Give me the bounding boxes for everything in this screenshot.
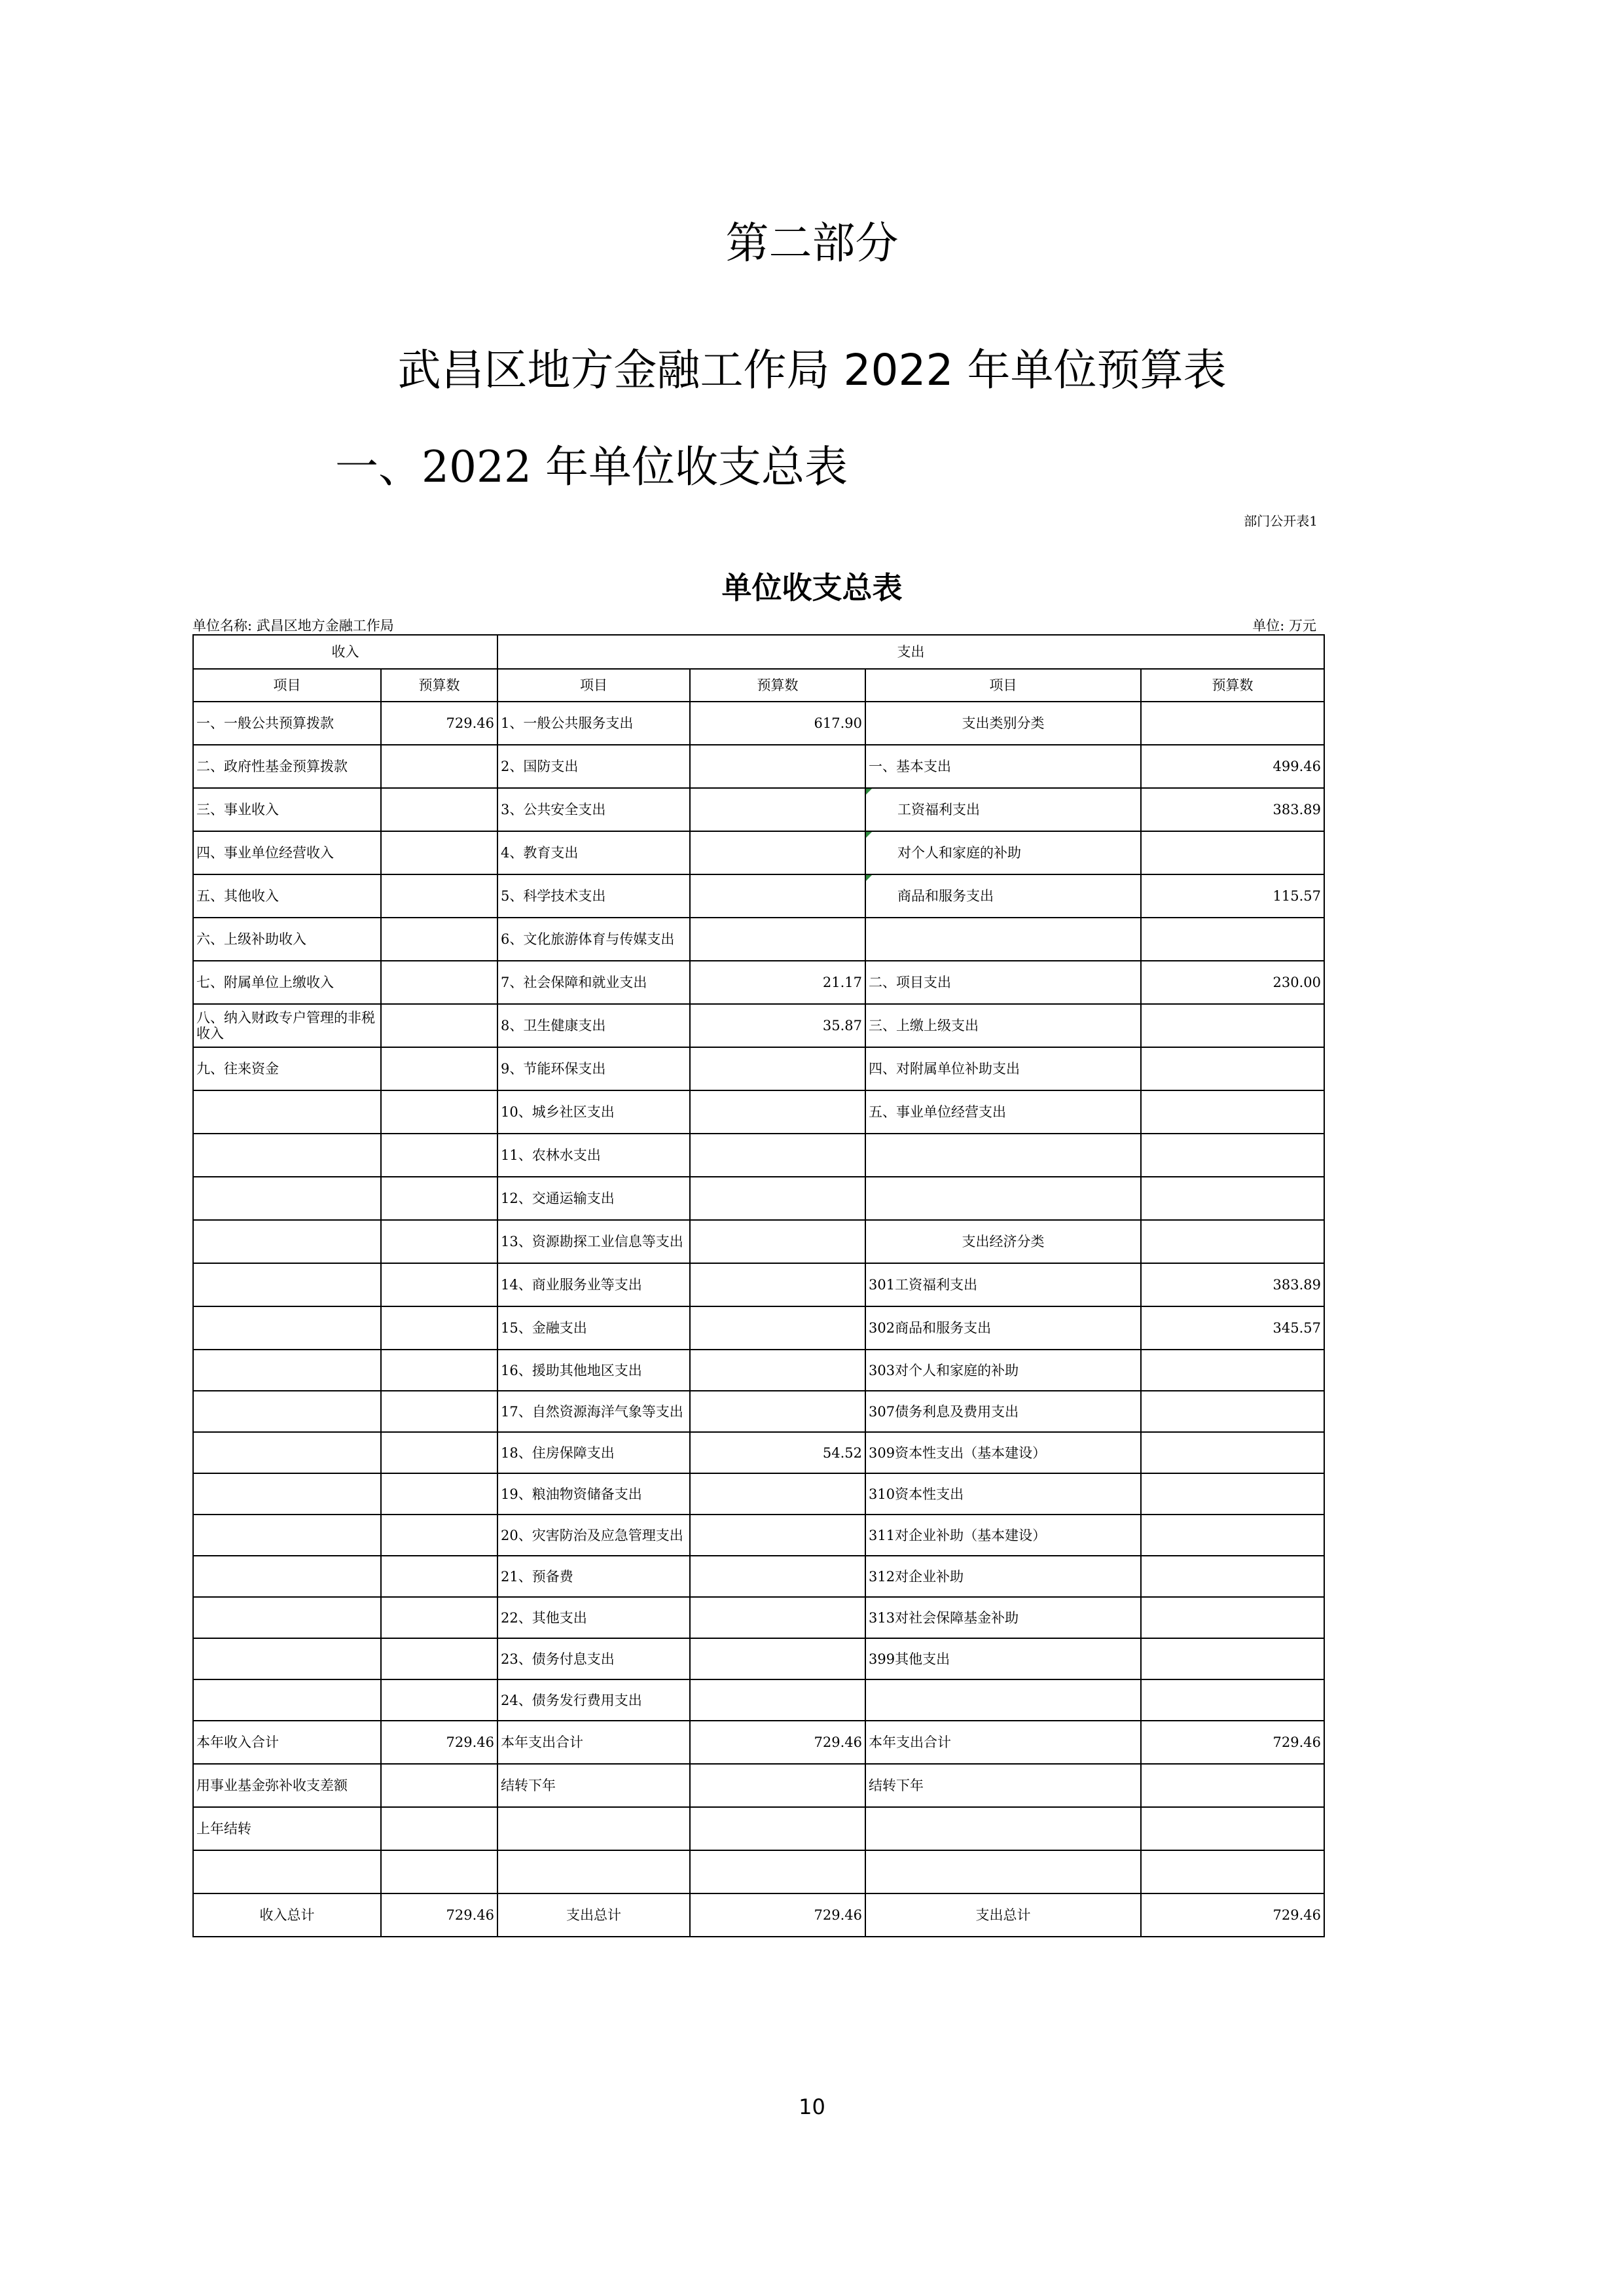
class-item-cell: 399其他支出	[865, 1638, 1141, 1679]
table-row	[193, 1263, 1324, 1306]
expense-item-cell: 5、科学技术支出	[497, 874, 690, 918]
table-row	[193, 788, 1324, 831]
class-value-cell	[1141, 1047, 1324, 1090]
class-value-cell	[1141, 702, 1324, 745]
table-row	[193, 1391, 1324, 1432]
expense-item-cell: 11、农林水支出	[497, 1134, 690, 1177]
expense-value-cell: 729.46	[690, 1893, 865, 1937]
income-value-cell	[381, 745, 497, 788]
class-value-cell: 499.46	[1141, 745, 1324, 788]
income-item-cell: 五、其他收入	[193, 874, 381, 918]
table-row	[193, 831, 1324, 874]
table-row	[193, 1597, 1324, 1638]
income-value-cell	[381, 1177, 497, 1220]
expense-value-cell	[690, 1391, 865, 1432]
table-row	[193, 1515, 1324, 1556]
income-item-cell	[193, 1473, 381, 1515]
part-title: 第二部分	[725, 218, 899, 268]
income-item-cell: 三、事业收入	[193, 788, 381, 831]
table-row	[193, 702, 1324, 745]
class-value-cell	[1141, 1638, 1324, 1679]
income-item-cell	[193, 1432, 381, 1473]
expense-value-cell	[690, 874, 865, 918]
class-item-cell: 302商品和服务支出	[865, 1306, 1141, 1350]
column-header-row	[193, 669, 1324, 702]
col-header-class-item: 项目	[865, 669, 1141, 702]
income-value-cell	[381, 1263, 497, 1306]
expense-value-cell	[690, 1263, 865, 1306]
class-value-cell	[1141, 1597, 1324, 1638]
expense-header: 支出	[497, 635, 1324, 669]
income-item-cell	[193, 1134, 381, 1177]
expense-item-cell: 10、城乡社区支出	[497, 1090, 690, 1134]
table-row	[193, 961, 1324, 1004]
class-value-cell	[1141, 1134, 1324, 1177]
income-value-cell	[381, 1134, 497, 1177]
income-value-cell	[381, 1306, 497, 1350]
expense-item-cell: 16、援助其他地区支出	[497, 1350, 690, 1391]
class-value-cell: 729.46	[1141, 1893, 1324, 1937]
income-item-cell	[193, 1177, 381, 1220]
expense-value-cell	[690, 1556, 865, 1597]
expense-item-cell: 本年支出合计	[497, 1721, 690, 1764]
class-value-cell	[1141, 1350, 1324, 1391]
table-row	[193, 1721, 1324, 1764]
income-item-cell	[193, 1391, 381, 1432]
class-item-cell: 三、上缴上级支出	[865, 1004, 1141, 1047]
income-item-cell: 本年收入合计	[193, 1721, 381, 1764]
class-value-cell	[1141, 1473, 1324, 1515]
income-value-cell	[381, 1638, 497, 1679]
expense-item-cell: 20、灾害防治及应急管理支出	[497, 1515, 690, 1556]
expense-item-cell: 8、卫生健康支出	[497, 1004, 690, 1047]
class-value-cell	[1141, 918, 1324, 961]
class-value-cell	[1141, 1679, 1324, 1721]
income-item-cell	[193, 1220, 381, 1263]
expense-value-cell	[690, 1597, 865, 1638]
class-item-cell: 工资福利支出	[865, 788, 1141, 831]
expense-value-cell	[690, 1220, 865, 1263]
class-item-cell: 商品和服务支出	[865, 874, 1141, 918]
table-body	[193, 635, 1324, 1937]
class-value-cell: 383.89	[1141, 1263, 1324, 1306]
class-value-cell: 383.89	[1141, 788, 1324, 831]
income-item-cell	[193, 1263, 381, 1306]
class-value-cell	[1141, 1764, 1324, 1807]
expense-item-cell: 15、金融支出	[497, 1306, 690, 1350]
income-value-cell: 729.46	[381, 1721, 497, 1764]
table-row	[193, 1134, 1324, 1177]
expense-item-cell: 2、国防支出	[497, 745, 690, 788]
income-value-cell	[381, 1764, 497, 1807]
class-value-cell: 729.46	[1141, 1721, 1324, 1764]
expense-value-cell: 617.90	[690, 702, 865, 745]
class-value-cell	[1141, 1850, 1324, 1893]
table-row	[193, 1090, 1324, 1134]
income-item-cell: 七、附属单位上缴收入	[193, 961, 381, 1004]
class-item-cell	[865, 1134, 1141, 1177]
class-value-cell	[1141, 1391, 1324, 1432]
expense-value-cell	[690, 1850, 865, 1893]
income-item-cell: 九、往来资金	[193, 1047, 381, 1090]
class-value-cell	[1141, 1432, 1324, 1473]
expense-item-cell: 1、一般公共服务支出	[497, 702, 690, 745]
class-item-cell: 一、基本支出	[865, 745, 1141, 788]
income-item-cell	[193, 1638, 381, 1679]
class-item-cell: 311对企业补助（基本建设）	[865, 1515, 1141, 1556]
expense-item-cell: 23、债务付息支出	[497, 1638, 690, 1679]
class-item-cell: 二、项目支出	[865, 961, 1141, 1004]
class-item-cell: 303对个人和家庭的补助	[865, 1350, 1141, 1391]
income-value-cell	[381, 1515, 497, 1556]
class-value-cell: 115.57	[1141, 874, 1324, 918]
expense-value-cell	[690, 831, 865, 874]
expense-item-cell: 22、其他支出	[497, 1597, 690, 1638]
income-item-cell	[193, 1350, 381, 1391]
expense-item-cell: 13、资源勘探工业信息等支出	[497, 1220, 690, 1263]
expense-value-cell	[690, 1638, 865, 1679]
expense-item-cell: 结转下年	[497, 1764, 690, 1807]
income-value-cell	[381, 961, 497, 1004]
table-title: 单位收支总表	[721, 570, 903, 605]
table-row	[193, 874, 1324, 918]
income-value-cell: 729.46	[381, 702, 497, 745]
expense-item-cell: 24、债务发行费用支出	[497, 1679, 690, 1721]
table-header-row	[193, 635, 1324, 669]
income-item-cell	[193, 1679, 381, 1721]
col-header-class-budget: 预算数	[1141, 669, 1324, 702]
class-item-cell: 310资本性支出	[865, 1473, 1141, 1515]
income-value-cell	[381, 1556, 497, 1597]
table-row	[193, 1638, 1324, 1679]
expense-value-cell	[690, 788, 865, 831]
income-value-cell	[381, 1597, 497, 1638]
income-item-cell: 收入总计	[193, 1893, 381, 1937]
income-item-cell: 一、一般公共预算拨款	[193, 702, 381, 745]
class-item-cell	[865, 1850, 1141, 1893]
table-row	[193, 1679, 1324, 1721]
income-value-cell	[381, 874, 497, 918]
form-number: 部门公开表1	[1244, 513, 1318, 529]
income-item-cell	[193, 1090, 381, 1134]
table-row	[193, 1004, 1324, 1047]
expense-item-cell: 18、住房保障支出	[497, 1432, 690, 1473]
class-value-cell	[1141, 831, 1324, 874]
income-item-cell: 八、纳入财政专户管理的非税收入	[193, 1004, 381, 1047]
table-row	[193, 1177, 1324, 1220]
expense-item-cell	[497, 1850, 690, 1893]
income-item-cell	[193, 1306, 381, 1350]
expense-item-cell: 12、交通运输支出	[497, 1177, 690, 1220]
income-value-cell	[381, 1350, 497, 1391]
income-header: 收入	[193, 635, 497, 669]
income-value-cell	[381, 1807, 497, 1850]
expense-item-cell: 19、粮油物资储备支出	[497, 1473, 690, 1515]
expense-value-cell	[690, 1473, 865, 1515]
class-value-cell	[1141, 1177, 1324, 1220]
class-item-cell: 313对社会保障基金补助	[865, 1597, 1141, 1638]
table-row	[193, 1350, 1324, 1391]
class-value-cell	[1141, 1004, 1324, 1047]
expense-value-cell	[690, 745, 865, 788]
income-item-cell	[193, 1515, 381, 1556]
class-value-cell: 230.00	[1141, 961, 1324, 1004]
expense-item-cell: 9、节能环保支出	[497, 1047, 690, 1090]
class-value-cell	[1141, 1220, 1324, 1263]
income-item-cell	[193, 1556, 381, 1597]
table-row	[193, 1220, 1324, 1263]
expense-value-cell: 729.46	[690, 1721, 865, 1764]
class-value-cell	[1141, 1515, 1324, 1556]
expense-item-cell: 14、商业服务业等支出	[497, 1263, 690, 1306]
income-item-cell	[193, 1850, 381, 1893]
expense-item-cell: 7、社会保障和就业支出	[497, 961, 690, 1004]
expense-value-cell	[690, 1090, 865, 1134]
table-row	[193, 1047, 1324, 1090]
income-item-cell: 六、上级补助收入	[193, 918, 381, 961]
class-item-cell: 四、对附属单位补助支出	[865, 1047, 1141, 1090]
expense-value-cell: 21.17	[690, 961, 865, 1004]
class-value-cell: 345.57	[1141, 1306, 1324, 1350]
expense-item-cell: 4、教育支出	[497, 831, 690, 874]
expense-item-cell: 17、自然资源海洋气象等支出	[497, 1391, 690, 1432]
expense-value-cell	[690, 1515, 865, 1556]
class-item-cell: 309资本性支出（基本建设）	[865, 1432, 1141, 1473]
income-item-cell: 四、事业单位经营收入	[193, 831, 381, 874]
col-header-income-budget: 预算数	[381, 669, 497, 702]
income-value-cell	[381, 1047, 497, 1090]
income-value-cell	[381, 788, 497, 831]
expense-value-cell	[690, 1807, 865, 1850]
table-row	[193, 745, 1324, 788]
section-title: 一、2022 年单位收支总表	[335, 442, 848, 492]
unit-label: 单位: 万元	[1252, 618, 1316, 634]
col-header-expense-item: 项目	[497, 669, 690, 702]
main-title: 武昌区地方金融工作局 2022 年单位预算表	[397, 345, 1227, 395]
expense-value-cell	[690, 1679, 865, 1721]
income-item-cell: 用事业基金弥补收支差额	[193, 1764, 381, 1807]
income-value-cell	[381, 1679, 497, 1721]
table-row	[193, 1764, 1324, 1807]
class-item-cell: 312对企业补助	[865, 1556, 1141, 1597]
income-value-cell	[381, 1850, 497, 1893]
class-item-cell: 本年支出合计	[865, 1721, 1141, 1764]
income-value-cell	[381, 1432, 497, 1473]
table-row	[193, 1306, 1324, 1350]
col-header-income-item: 项目	[193, 669, 381, 702]
class-item-cell: 五、事业单位经营支出	[865, 1090, 1141, 1134]
class-value-cell	[1141, 1556, 1324, 1597]
class-item-cell: 支出类别分类	[865, 702, 1141, 745]
class-item-cell: 支出经济分类	[865, 1220, 1141, 1263]
expense-value-cell	[690, 1350, 865, 1391]
expense-item-cell: 21、预备费	[497, 1556, 690, 1597]
expense-value-cell	[690, 918, 865, 961]
col-header-expense-budget: 预算数	[690, 669, 865, 702]
table-row	[193, 1807, 1324, 1850]
table-row	[193, 1893, 1324, 1937]
class-value-cell	[1141, 1807, 1324, 1850]
expense-value-cell	[690, 1306, 865, 1350]
table-row	[193, 1473, 1324, 1515]
income-item-cell	[193, 1597, 381, 1638]
page-number: 10	[799, 2094, 825, 2119]
class-value-cell	[1141, 1090, 1324, 1134]
income-value-cell	[381, 831, 497, 874]
class-item-cell: 301工资福利支出	[865, 1263, 1141, 1306]
expense-value-cell: 35.87	[690, 1004, 865, 1047]
income-item-cell: 二、政府性基金预算拨款	[193, 745, 381, 788]
expense-item-cell: 3、公共安全支出	[497, 788, 690, 831]
table-row	[193, 1432, 1324, 1473]
income-value-cell	[381, 918, 497, 961]
unit-name: 单位名称: 武昌区地方金融工作局	[192, 618, 394, 634]
income-item-cell: 上年结转	[193, 1807, 381, 1850]
income-value-cell	[381, 1473, 497, 1515]
income-value-cell: 729.46	[381, 1893, 497, 1937]
class-item-cell	[865, 1679, 1141, 1721]
expense-item-cell: 6、文化旅游体育与传媒支出	[497, 918, 690, 961]
income-value-cell	[381, 1090, 497, 1134]
class-item-cell: 307债务利息及费用支出	[865, 1391, 1141, 1432]
expense-value-cell	[690, 1764, 865, 1807]
class-item-cell	[865, 1807, 1141, 1850]
expense-value-cell	[690, 1047, 865, 1090]
table-row	[193, 1850, 1324, 1893]
expense-value-cell	[690, 1177, 865, 1220]
income-value-cell	[381, 1004, 497, 1047]
table-row	[193, 1556, 1324, 1597]
class-item-cell: 结转下年	[865, 1764, 1141, 1807]
income-value-cell	[381, 1391, 497, 1432]
budget-summary-table	[192, 634, 1325, 1937]
expense-value-cell	[690, 1134, 865, 1177]
class-item-cell: 对个人和家庭的补助	[865, 831, 1141, 874]
class-item-cell	[865, 918, 1141, 961]
table-row	[193, 918, 1324, 961]
expense-item-cell	[497, 1807, 690, 1850]
class-item-cell: 支出总计	[865, 1893, 1141, 1937]
class-item-cell	[865, 1177, 1141, 1220]
expense-item-cell: 支出总计	[497, 1893, 690, 1937]
expense-value-cell: 54.52	[690, 1432, 865, 1473]
income-value-cell	[381, 1220, 497, 1263]
